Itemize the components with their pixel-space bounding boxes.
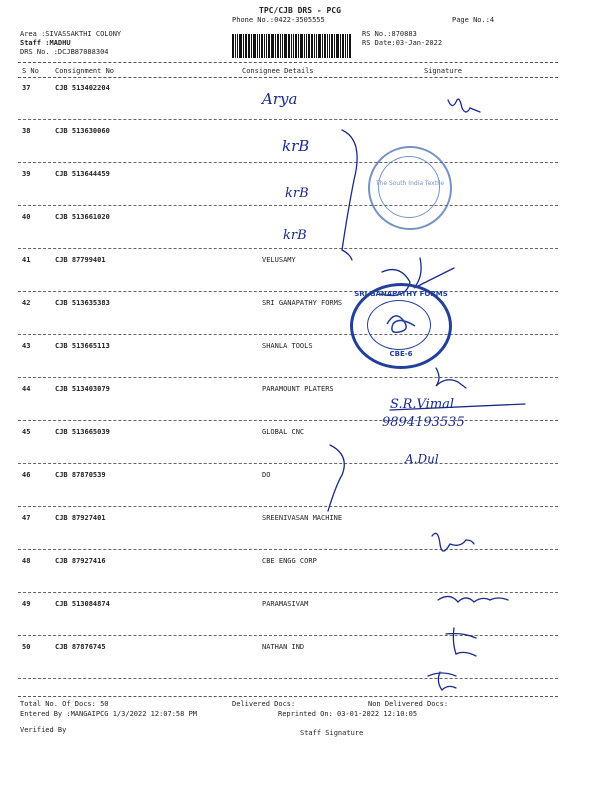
row-consignment: CJB 513403079 — [55, 385, 110, 393]
bracket-mark — [328, 445, 344, 511]
signature-49 — [446, 628, 476, 656]
row-consignment: CJB 87876745 — [55, 643, 106, 651]
signature-47 — [432, 533, 474, 551]
verified-by: Verified By — [20, 726, 67, 734]
row-consignment: CJB 513661020 — [55, 213, 110, 221]
row-sno: 39 — [22, 170, 31, 178]
stamp-signature-icon — [383, 308, 419, 338]
total-docs: Total No. Of Docs: 50 — [20, 700, 109, 708]
handwritten-initials: krB — [283, 228, 307, 243]
bracket-mark — [342, 130, 357, 260]
row-consignment: CJB 87927401 — [55, 514, 106, 522]
document-title: TPC/CJB DRS - PCG — [259, 6, 341, 15]
row-consignee: GLOBAL CNC — [262, 428, 305, 436]
handwritten-name: Arya — [262, 90, 298, 108]
stamp-text: SRI GANAPATHY FORMS — [354, 290, 448, 298]
footer-divider — [18, 696, 558, 697]
company-stamp — [368, 146, 452, 230]
underline-44 — [390, 404, 525, 410]
stamp-text: The South India Textile — [375, 180, 445, 187]
rs-date: RS Date:03-Jan-2022 — [362, 39, 443, 47]
row-sno: 48 — [22, 557, 31, 565]
col-signature: Signature — [424, 67, 462, 75]
row-consignment: CJB 513635383 — [55, 299, 110, 307]
row-consignment: CJB 513665113 — [55, 342, 110, 350]
handwritten-initials: krB — [285, 186, 309, 201]
handwritten-name: S.R.Vimal — [390, 397, 455, 412]
row-sno: 47 — [22, 514, 31, 522]
signature-50 — [428, 672, 456, 690]
row-consignee: CBE ENGG CORP — [262, 557, 317, 565]
row-consignee: SRI GANAPATHY FORMS — [262, 299, 343, 307]
company-stamp — [350, 283, 452, 369]
col-sno: S No — [22, 67, 39, 75]
row-sno: 43 — [22, 342, 31, 350]
row-sno: 46 — [22, 471, 31, 479]
row-consignment: CJB 513665039 — [55, 428, 110, 436]
row-consignee: PARAMOUNT PLATERS — [262, 385, 334, 393]
phone-number: Phone No.:0422-3505555 — [232, 16, 325, 24]
row-consignee: DO — [262, 471, 271, 479]
row-consignment: CJB 87799401 — [55, 256, 106, 264]
row-consignment: CJB 87927416 — [55, 557, 106, 565]
col-consignee: Consignee Details — [242, 67, 314, 75]
row-consignment: CJB 513644459 — [55, 170, 110, 178]
row-consignee: SHANLA TOOLS — [262, 342, 313, 350]
rs-number: RS No.:870883 — [362, 30, 417, 38]
row-sno: 38 — [22, 127, 31, 135]
non-delivered-docs: Non Delivered Docs: — [368, 700, 449, 708]
row-sno: 45 — [22, 428, 31, 436]
row-sno: 44 — [22, 385, 31, 393]
signature-37 — [448, 99, 480, 112]
stamp-city: CBE-6 — [389, 350, 413, 358]
row-consignment: CJB 513402204 — [55, 84, 110, 92]
reprinted-on: Reprinted On: 03-01-2022 12:10:05 — [278, 710, 418, 718]
row-sno: 50 — [22, 643, 31, 651]
handwritten-signature: A.Dul — [405, 452, 439, 466]
signature-43 — [436, 368, 466, 388]
row-consignee: PARAMASIVAM — [262, 600, 309, 608]
staff-signature: Staff Signature — [300, 729, 364, 737]
handwritten-initials: krB — [282, 137, 310, 155]
row-consignee: SREENIVASAN MACHINE — [262, 514, 343, 522]
area-label: Area :SIVASSAKTHI COLONY — [20, 30, 122, 38]
row-sno: 37 — [22, 84, 31, 92]
row-sno: 40 — [22, 213, 31, 221]
signature-48 — [438, 596, 508, 602]
row-sno: 42 — [22, 299, 31, 307]
staff-label: Staff :MADHU — [20, 39, 71, 47]
row-sno: 41 — [22, 256, 31, 264]
row-consignment: CJB 87870539 — [55, 471, 106, 479]
drs-number: DRS No. :DCJB87088304 — [20, 48, 109, 56]
row-sno: 49 — [22, 600, 31, 608]
row-consignment: CJB 513630060 — [55, 127, 110, 135]
entered-by: Entered By :MANGAIPCG 1/3/2022 12:07:58 PM — [20, 710, 198, 718]
page-number: Page No.:4 — [452, 16, 495, 24]
col-consignment: Consignment No — [55, 67, 115, 75]
handwritten-phone: 9894193535 — [382, 415, 465, 430]
row-consignee: VELUSAMY — [262, 256, 296, 264]
delivered-docs: Delivered Docs: — [232, 700, 296, 708]
row-consignment: CJB 513084874 — [55, 600, 110, 608]
row-consignee: NATHAN IND — [262, 643, 305, 651]
